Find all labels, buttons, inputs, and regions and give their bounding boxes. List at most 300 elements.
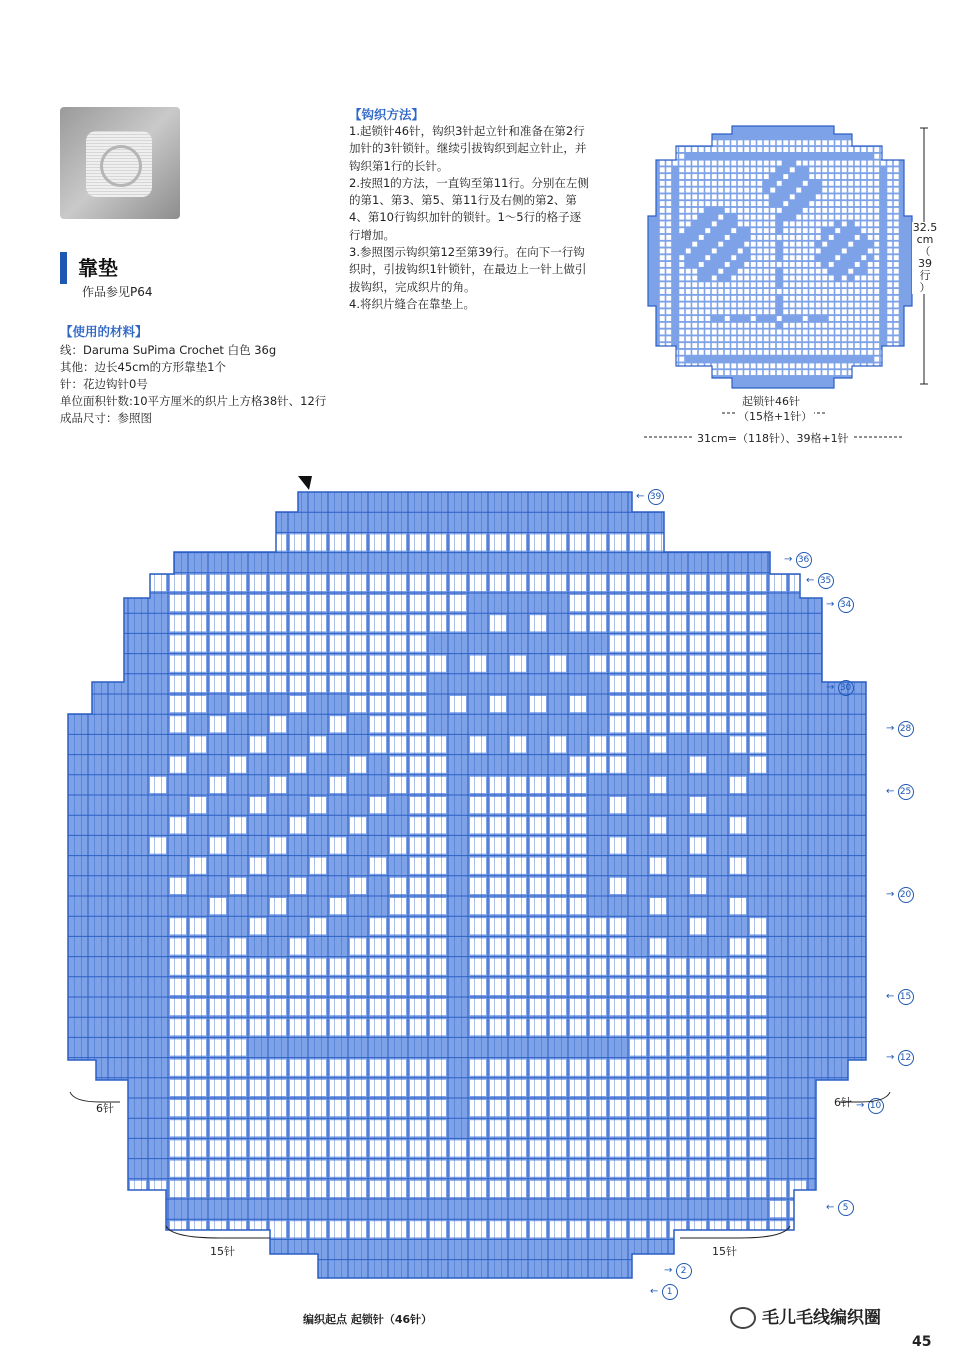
small-open-cell [803,242,808,247]
open-mesh-cell [490,898,506,914]
open-mesh-cell [670,979,686,995]
small-open-cell [874,269,879,274]
small-open-cell [731,228,736,233]
small-open-cell [660,154,665,159]
small-open-cell [660,201,665,206]
small-open-cell [835,309,840,314]
small-open-cell [738,296,743,301]
small-open-cell [790,248,795,253]
open-mesh-cell [390,898,406,914]
small-open-cell [712,336,717,341]
open-mesh-cell [190,858,206,874]
small-open-cell [796,276,801,281]
small-open-cell [874,343,879,348]
open-mesh-cell [410,696,426,712]
open-mesh-cell [630,615,646,631]
small-open-cell [692,343,697,348]
small-open-cell [718,242,723,247]
small-open-cell [790,343,795,348]
small-open-cell [796,282,801,287]
open-mesh-cell [790,534,806,550]
open-mesh-cell [350,595,366,611]
small-open-cell [757,228,762,233]
small-open-cell [842,140,847,145]
small-open-cell [887,296,892,301]
small-open-cell [764,303,769,308]
small-open-cell [731,336,736,341]
small-open-cell [855,303,860,308]
small-open-cell [848,181,853,186]
small-open-cell [751,282,756,287]
small-open-cell [731,323,736,328]
small-open-cell [660,194,665,199]
open-mesh-cell [150,575,166,591]
open-mesh-cell [630,635,646,651]
small-open-cell [894,350,899,355]
open-mesh-cell [210,615,226,631]
open-mesh-cell [410,615,426,631]
open-mesh-cell [370,918,386,934]
small-open-cell [803,343,808,348]
open-mesh-cell [650,635,666,651]
small-open-cell [757,296,762,301]
small-open-cell [887,316,892,321]
small-open-cell [770,140,775,145]
product-title: 靠垫 [78,256,118,280]
open-mesh-cell [170,1039,186,1055]
open-mesh-cell [510,938,526,954]
small-open-cell [894,242,899,247]
small-open-cell [809,323,814,328]
small-open-cell [679,370,684,375]
open-mesh-cell [530,1019,546,1035]
height-label [912,222,938,294]
small-open-cell [666,188,671,193]
small-open-cell [842,201,847,206]
small-open-cell [887,282,892,287]
open-mesh-cell [490,979,506,995]
open-mesh-cell [330,716,346,732]
small-open-cell [666,309,671,314]
small-open-cell [887,248,892,253]
open-mesh-cell [210,837,226,853]
small-open-cell [868,296,873,301]
small-open-cell [796,363,801,368]
open-mesh-cell [370,858,386,874]
open-mesh-cell [690,716,706,732]
open-mesh-cell [370,959,386,975]
small-open-cell [796,296,801,301]
small-open-cell [816,174,821,179]
small-open-cell [829,343,834,348]
height-label-part: 32.5 [912,221,938,234]
small-open-cell [738,248,743,253]
small-open-cell [705,255,710,260]
open-mesh-cell [250,635,266,651]
open-mesh-cell [210,534,226,550]
open-mesh-cell [590,656,606,672]
small-open-cell [699,289,704,294]
small-open-cell [686,303,691,308]
small-open-cell [699,323,704,328]
small-open-cell [894,330,899,335]
open-mesh-cell [570,696,586,712]
open-mesh-cell [210,1039,226,1055]
small-open-cell [861,174,866,179]
small-open-cell [829,215,834,220]
open-mesh-cell [690,696,706,712]
small-open-cell [894,161,899,166]
small-open-cell [829,235,834,240]
small-open-cell [764,289,769,294]
small-open-cell [712,248,717,253]
small-open-cell [660,276,665,281]
small-open-cell [751,343,756,348]
small-open-cell [796,140,801,145]
open-mesh-cell [330,575,346,591]
open-mesh-cell [610,595,626,611]
small-open-cell [699,330,704,335]
small-open-cell [842,188,847,193]
open-mesh-cell [570,858,586,874]
small-open-cell [855,194,860,199]
small-open-cell [874,147,879,152]
small-open-cell [809,282,814,287]
small-open-cell [887,235,892,240]
open-mesh-cell [510,777,526,793]
open-mesh-cell [470,736,486,752]
materials-line: 线：Daruma SuPima Crochet 白色 36g [60,343,277,357]
open-mesh-cell [370,716,386,732]
small-open-cell [718,269,723,274]
small-open-cell [712,147,717,152]
open-mesh-cell [250,1060,266,1076]
open-mesh-cell [330,595,346,611]
row-marker-number: 1 [662,1284,678,1300]
method-step: 1.起锁针46针，钩织3针起立针和准备在第2行加针的3针锁针。继续引拔钩织到起立针止，并钩织第1行的长针。 [349,124,587,173]
open-mesh-cell [350,1060,366,1076]
row-marker-number: 39 [648,489,664,505]
small-open-cell [757,262,762,267]
open-mesh-cell [170,1060,186,1076]
small-open-cell [842,363,847,368]
small-open-cell [679,181,684,186]
small-open-cell [679,188,684,193]
small-open-cell [855,201,860,206]
open-mesh-cell [650,595,666,611]
open-mesh-cell [270,959,286,975]
small-open-cell [660,370,665,375]
small-open-cell [816,228,821,233]
base-chain-sub: （15格+1针） [738,410,813,423]
small-open-cell [705,330,710,335]
small-open-cell [842,248,847,253]
open-mesh-cell [330,777,346,793]
small-open-cell [829,296,834,301]
small-chart-grid [646,126,916,390]
small-open-cell [705,296,710,301]
small-open-cell [783,147,788,152]
open-mesh-cell [490,575,506,591]
small-open-cell [666,181,671,186]
small-open-cell [770,235,775,240]
open-mesh-cell [410,979,426,995]
open-mesh-cell [150,777,166,793]
small-open-cell [861,282,866,287]
small-open-cell [738,289,743,294]
small-open-cell [679,316,684,321]
small-open-cell [868,235,873,240]
small-open-cell [744,350,749,355]
small-open-cell [718,336,723,341]
open-mesh-cell [330,999,346,1015]
open-mesh-cell [730,959,746,975]
small-open-cell [660,255,665,260]
small-open-cell [848,343,853,348]
small-open-cell [757,194,762,199]
small-open-cell [699,188,704,193]
open-mesh-cell [230,534,246,550]
small-open-cell [757,330,762,335]
open-mesh-cell [430,858,446,874]
small-open-cell [692,188,697,193]
small-open-cell [842,343,847,348]
small-open-cell [874,194,879,199]
small-open-cell [894,201,899,206]
small-open-cell [796,269,801,274]
small-open-cell [822,140,827,145]
open-mesh-cell [310,635,326,651]
method-steps [349,123,589,313]
small-open-cell [790,330,795,335]
small-open-cell [770,242,775,247]
small-open-cell [770,215,775,220]
small-open-cell [835,289,840,294]
row-marker [886,887,914,903]
small-open-cell [679,296,684,301]
open-mesh-cell [670,1060,686,1076]
open-mesh-cell [230,1039,246,1055]
small-open-cell [679,323,684,328]
small-open-cell [855,215,860,220]
small-open-cell [894,262,899,267]
small-open-cell [679,357,684,362]
small-open-cell [796,262,801,267]
small-open-cell [796,289,801,294]
small-open-cell [855,147,860,152]
open-mesh-cell [690,1019,706,1035]
open-mesh-cell [390,615,406,631]
open-mesh-cell [370,979,386,995]
small-open-cell [783,255,788,260]
left-15-count: 15针 [210,1245,235,1258]
open-mesh-cell [390,676,406,692]
small-open-cell [757,235,762,240]
small-open-cell [770,323,775,328]
small-open-cell [855,276,860,281]
open-mesh-cell [430,534,446,550]
small-open-cell [790,336,795,341]
small-open-cell [757,282,762,287]
small-open-cell [725,289,730,294]
small-open-cell [803,221,808,226]
small-open-cell [861,303,866,308]
small-open-cell [803,282,808,287]
open-mesh-cell [450,595,466,611]
small-open-cell [725,316,730,321]
small-open-cell [751,174,756,179]
open-mesh-cell [410,858,426,874]
small-open-cell [874,174,879,179]
small-open-cell [803,269,808,274]
small-open-cell [848,174,853,179]
small-open-cell [718,140,723,145]
open-mesh-cell [230,615,246,631]
small-open-cell [861,316,866,321]
small-open-cell [868,262,873,267]
small-open-cell [881,370,886,375]
small-open-cell [822,309,827,314]
open-mesh-cell [250,534,266,550]
open-mesh-cell [530,979,546,995]
small-open-cell [848,330,853,335]
open-mesh-cell [730,736,746,752]
open-mesh-cell [670,1019,686,1035]
small-open-cell [731,370,736,375]
open-mesh-cell [210,716,226,732]
small-open-cell [783,350,788,355]
small-open-cell [705,350,710,355]
row-marker [886,721,914,737]
small-open-cell [666,235,671,240]
small-open-cell [764,147,769,152]
small-open-cell [731,181,736,186]
small-open-cell [894,235,899,240]
small-open-cell [660,242,665,247]
arrow-left-icon: ← [886,991,898,1002]
small-open-cell [764,276,769,281]
small-open-cell [725,336,730,341]
small-open-cell [790,255,795,260]
height-label-part: 行 [919,269,931,282]
arrow-right-icon: → [784,554,796,565]
open-mesh-cell [350,575,366,591]
open-mesh-cell [750,918,766,934]
open-mesh-cell [470,797,486,813]
small-open-cell [718,350,723,355]
open-mesh-cell [330,898,346,914]
small-open-cell [809,201,814,206]
small-open-cell [822,269,827,274]
open-mesh-cell [130,575,146,591]
open-mesh-cell [550,979,566,995]
open-mesh-cell [690,797,706,813]
open-mesh-cell [610,878,626,894]
small-open-cell [725,296,730,301]
small-open-cell [868,370,873,375]
open-mesh-cell [190,1060,206,1076]
small-open-cell [660,248,665,253]
small-open-cell [822,215,827,220]
small-open-cell [764,140,769,145]
small-open-cell [829,174,834,179]
small-open-cell [744,167,749,172]
small-open-cell [816,235,821,240]
small-open-cell [809,330,814,335]
open-mesh-cell [330,979,346,995]
open-mesh-cell [530,777,546,793]
open-mesh-cell [430,1060,446,1076]
small-open-cell [764,343,769,348]
small-open-cell [842,194,847,199]
small-open-cell [887,289,892,294]
small-open-cell [751,235,756,240]
open-mesh-cell [350,534,366,550]
small-open-cell [848,350,853,355]
open-mesh-cell [170,534,186,550]
small-open-cell [712,276,717,281]
small-open-cell [757,255,762,260]
small-open-cell [790,276,795,281]
open-mesh-cell [710,1019,726,1035]
open-mesh-cell [290,1019,306,1035]
small-open-cell [777,208,782,213]
small-open-cell [686,201,691,206]
small-open-cell [861,255,866,260]
open-mesh-cell [690,979,706,995]
small-open-cell [751,208,756,213]
small-open-cell [718,303,723,308]
small-open-cell [790,296,795,301]
small-open-cell [822,161,827,166]
small-open-cell [848,323,853,328]
small-open-cell [855,289,860,294]
small-open-cell [699,235,704,240]
small-open-cell [829,221,834,226]
open-mesh-cell [670,999,686,1015]
small-open-cell [731,161,736,166]
open-mesh-cell [730,534,746,550]
small-open-cell [725,194,730,199]
open-mesh-cell [370,999,386,1015]
open-mesh-cell [370,676,386,692]
small-open-cell [712,221,717,226]
small-open-cell [757,309,762,314]
small-open-cell [692,323,697,328]
small-open-cell [686,330,691,335]
open-mesh-cell [190,918,206,934]
small-open-cell [692,140,697,145]
small-open-cell [673,357,678,362]
small-open-cell [848,215,853,220]
materials-line: 针：花边钩针0号 [60,377,148,391]
open-mesh-cell [430,817,446,833]
open-mesh-cell [650,777,666,793]
small-open-cell [822,282,827,287]
small-open-cell [861,167,866,172]
open-mesh-cell [350,757,366,773]
left-6-count: 6针 [96,1102,114,1115]
small-open-cell [725,330,730,335]
small-open-cell [894,316,899,321]
small-open-cell [738,323,743,328]
small-open-cell [705,167,710,172]
small-open-cell [770,289,775,294]
small-open-cell [764,370,769,375]
small-open-cell [887,323,892,328]
small-open-cell [816,140,821,145]
open-mesh-cell [310,858,326,874]
